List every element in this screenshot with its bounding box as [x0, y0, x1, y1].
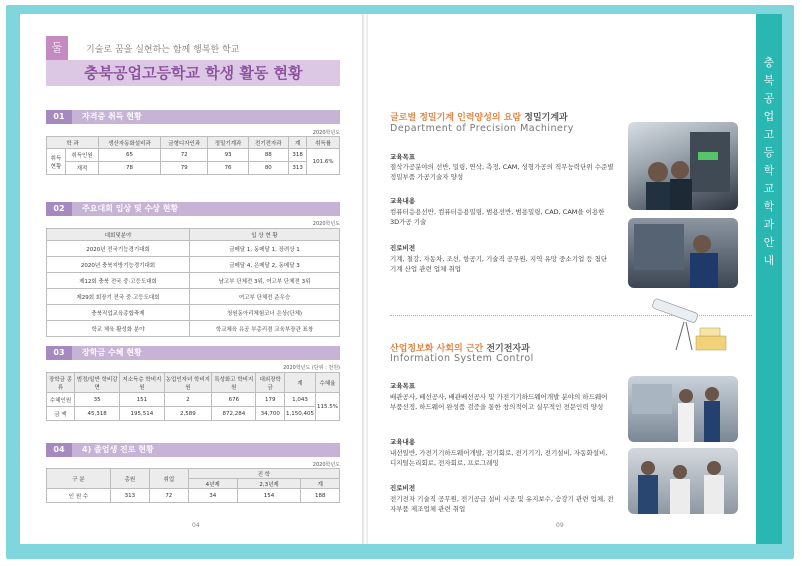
col-header: 계: [288, 137, 306, 149]
side-tab-char: 북: [763, 74, 775, 87]
section-01-header: [46, 110, 340, 124]
cell: 금메달 4, 은메달 2, 동메달 3: [190, 257, 340, 273]
cell: 제29회 회장기 전국 중·고등도대회: [47, 289, 190, 305]
dept2-text: 배관공사, 배선공사, 배관배선공사 및 가전기기하드웨어개발 분야의 하드웨어 부품선정, 하드웨어 완성품 검증을 통한 창의적이고 실무적인 전문인력 양성: [390, 393, 608, 411]
col-header: 장학금 종류: [47, 373, 75, 393]
cell: 313: [288, 162, 306, 175]
cell: 제12회 충북 전국 중·고등도대회: [47, 273, 190, 289]
col-header: 농업인자녀 학비지원: [164, 373, 212, 393]
cell: 1,043: [284, 393, 315, 407]
rate-cell: 101.6%: [307, 149, 340, 175]
cell: 청원동아리체험코너 은상(단체): [190, 305, 340, 321]
col-header: 범정/일반 학비감면: [75, 373, 120, 393]
side-tab-char: 학: [763, 200, 775, 213]
section-title: 장학금 수혜 현황: [82, 348, 142, 357]
col-header: 생산자동화설비과: [99, 137, 161, 149]
side-tab-char: 교: [763, 182, 775, 195]
row-label: 금 액: [47, 407, 75, 421]
section-number: 01: [46, 110, 72, 124]
dept1-text: 절삭가공분야의 선반, 밀링, 연삭, 측정, CAM, 성형가공의 직무능력단위 수준별 정밀부품 가공기술자 양성: [390, 163, 614, 181]
side-tab-char: 공: [763, 92, 775, 105]
col-header: 금형디자인과: [160, 137, 207, 149]
side-tab-text: [756, 54, 782, 270]
section-note: 2020학년도: [312, 221, 340, 227]
dept1-english: Department of Precision Machinery: [390, 123, 574, 134]
sub-header: 4년제: [188, 479, 237, 489]
dept1-heading: 교육내용: [390, 197, 416, 205]
section-04-header: [46, 443, 340, 457]
section-number: 03: [46, 346, 72, 360]
col-header: 취득률: [307, 137, 340, 149]
cell: 34,700: [256, 407, 285, 421]
section-number: 02: [46, 202, 72, 216]
dept2-heading: 교육내용: [390, 438, 416, 446]
cell: 151: [120, 393, 164, 407]
col-header: 특성화고 학비지원: [212, 373, 256, 393]
cell: 34: [188, 489, 237, 503]
col-header: 취업: [149, 469, 188, 489]
row-label: 인 원 수: [47, 489, 111, 503]
award-table: [46, 228, 340, 337]
cell: 872,284: [212, 407, 256, 421]
machine-lab-image: [628, 122, 738, 210]
rate-cell: 115.5%: [315, 393, 339, 421]
cell: 79: [160, 162, 207, 175]
cell: 2,589: [164, 407, 212, 421]
cell: 154: [237, 489, 301, 503]
section-title: 자격증 취득 현황: [82, 112, 142, 121]
col-header: 학 과: [47, 137, 99, 149]
side-tab-char: 학: [763, 164, 775, 177]
page-title: 충북공업고등학교 학생 활동 현황: [46, 60, 340, 86]
machine-operator-image: [628, 218, 738, 288]
scholarship-table: [46, 372, 340, 421]
cell: 188: [301, 489, 340, 503]
side-tab-char: 내: [763, 254, 775, 267]
row-label: 취득인원: [66, 149, 99, 162]
cell: 학교 체육 활성화 분야: [47, 321, 190, 337]
sub-header: 계: [301, 479, 340, 489]
page-number-right: 09: [556, 522, 564, 529]
dept2-photo-top: [628, 376, 738, 442]
section-02-header: [46, 202, 340, 216]
cell: 195,514: [120, 407, 164, 421]
row-group-label: 취득 현황: [47, 149, 66, 175]
row-label: 수혜인원: [47, 393, 75, 407]
cell: 2020년 충북지방기능경기대회: [47, 257, 190, 273]
dept1-text: 기계, 철강, 자동차, 조선, 항공기, 기술직 공무원, 지역 유망 중소기업 등 첨단 기계 산업 관련 업체 취업: [390, 255, 608, 273]
dept1-title-accent: 글로벌 정밀기계 인력양성의 요람: [390, 113, 522, 123]
cell: 313: [110, 489, 149, 503]
col-header: 계: [284, 373, 315, 393]
dept2-heading: 진로비전: [390, 484, 416, 492]
chapter-subtitle: 기술로 꿈을 실현하는 함께 행복한 학교: [86, 45, 240, 55]
col-header: 수혜율: [315, 373, 339, 393]
cell: 78: [99, 162, 161, 175]
dept2-title-name: 전기전자과: [486, 344, 530, 354]
side-tab: [756, 14, 782, 544]
telescope-illustration: [646, 292, 736, 354]
dept1-photo-bottom: [628, 218, 738, 288]
col-header: 저소득층 학비지원: [120, 373, 164, 393]
section-number: 04: [46, 443, 72, 457]
cell: 65: [99, 149, 161, 162]
dept2-text: 내선일반, 가전기기하드웨어개발, 전기회로, 전기기기, 전기설비, 자동화설비, 디지털논리회로, 전자회로, 프로그래밍: [390, 449, 608, 467]
side-tab-char: 업: [763, 110, 775, 123]
cell: 1,150,405: [284, 407, 315, 421]
cell: 2020년 전국기능경기대회: [47, 241, 190, 257]
cell: 2: [164, 393, 212, 407]
cell: 금메달 1, 동메달 1, 장려상 1: [190, 241, 340, 257]
col-header: 진 학: [188, 469, 339, 479]
cell: 여고부 단체전 준우승: [190, 289, 340, 305]
side-tab-char: 과: [763, 218, 775, 231]
cell: 72: [149, 489, 188, 503]
dept1-text: 컴퓨터응용선반, 컴퓨터응용밀링, 범용선반, 범용밀링, CAD, CAM을 이용한 3D가공 기술: [390, 208, 605, 226]
cell: 676: [212, 393, 256, 407]
dept1-title: [390, 110, 568, 123]
cell: 남고부 단체전 3위, 여고부 단체전 3위: [190, 273, 340, 289]
dept1-heading: 교육목표: [390, 153, 416, 161]
cell: 학교체육 유공 부총리겸 교육부장관 표창: [190, 321, 340, 337]
col-header: 입 상 현 황: [190, 229, 340, 241]
cell: 88: [248, 149, 288, 162]
cell: 72: [160, 149, 207, 162]
section-note: 2020학년도 (단위 : 천원): [283, 365, 340, 371]
col-header: 구 분: [47, 469, 111, 489]
side-tab-char: 등: [763, 146, 775, 159]
chapter-badge: 둘: [46, 36, 68, 60]
col-header: 총원: [110, 469, 149, 489]
section-title: 주요대회 입상 및 수상 현황: [82, 204, 179, 213]
dept2-heading: 교육목표: [390, 382, 416, 390]
cell: 80: [248, 162, 288, 175]
section-note: 2020학년도: [312, 462, 340, 468]
electric-practice-image: [628, 448, 738, 514]
cell: 45,318: [75, 407, 120, 421]
col-header: 전기전자과: [248, 137, 288, 149]
dept1-title-name: 정밀기계과: [524, 113, 568, 123]
dept2-english: Information System Control: [390, 353, 534, 364]
cell: 충북직업교육종합축제: [47, 305, 190, 321]
side-tab-char: 충: [763, 56, 775, 69]
dept2-photo-bottom: [628, 448, 738, 514]
dept2-text: 전기전자 기술직 공무원, 전기공급 설비 시공 및 유지보수, 승강기 관련 업체, 전자부품 제조업체 관련 취업: [390, 495, 614, 513]
certificate-table: [46, 136, 340, 175]
cell: 76: [208, 162, 248, 175]
page-number-left: 04: [192, 522, 200, 529]
dept1-heading: 진로비전: [390, 244, 416, 252]
career-table: [46, 468, 340, 503]
sub-header: 2,3년제: [237, 479, 301, 489]
section-note: 2020학년도: [312, 130, 340, 136]
dept1-photo-top: [628, 122, 738, 210]
side-tab-char: 고: [763, 128, 775, 141]
side-tab-char: 안: [763, 236, 775, 249]
cell: 318: [288, 149, 306, 162]
electric-lab-image: [628, 376, 738, 442]
col-header: 대회및분야: [47, 229, 190, 241]
col-header: 대외장학금: [256, 373, 285, 393]
col-header: 정밀기계과: [208, 137, 248, 149]
book-spine: [362, 14, 368, 544]
dept2-title-accent: 산업정보화 사회의 근간: [390, 344, 484, 354]
section-03-header: [46, 346, 340, 360]
cell: 35: [75, 393, 120, 407]
section-title: 4) 졸업생 진로 현황: [82, 445, 154, 454]
row-label: 재적: [66, 162, 99, 175]
cell: 93: [208, 149, 248, 162]
cell: 179: [256, 393, 285, 407]
